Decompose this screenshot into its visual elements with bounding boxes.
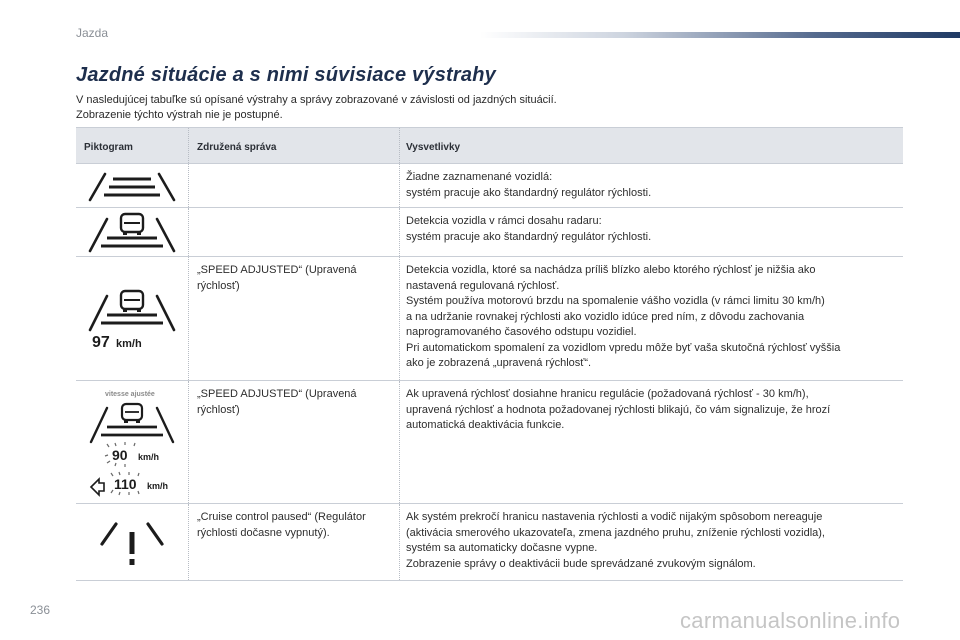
message-line: rýchlosti dočasne vypnutý). bbox=[197, 526, 330, 539]
message-line: „SPEED ADJUSTED“ (Upravená bbox=[197, 264, 357, 276]
intro-line: Zobrazenie týchto výstrah nie je postupné. bbox=[76, 109, 283, 121]
lane-lines-icon bbox=[87, 170, 177, 202]
icon-speed-unit: km/h bbox=[147, 481, 169, 491]
icon-speed-value: 90 bbox=[112, 447, 128, 463]
explanation-line: Systém používa motorovú brzdu na spomalenie vášho vozidla (v rámci limitu 30 km/h) bbox=[406, 295, 825, 307]
speed-limit-blinking-icon bbox=[85, 386, 179, 498]
message-cell bbox=[189, 381, 400, 503]
section-label: Jazda bbox=[76, 26, 109, 40]
table-row bbox=[76, 257, 903, 381]
icon-speed-unit: km/h bbox=[138, 452, 160, 462]
icon-speed-value: 97 bbox=[92, 333, 110, 351]
header-pictogram: Piktogram bbox=[76, 128, 189, 163]
explanation-line: Detekcia vozidla, ktoré sa nachádza príliš blízko alebo ktorého rýchlosť je nižšia ako bbox=[406, 264, 816, 276]
explanation-line: systém sa automaticky dočasne vypne. bbox=[406, 542, 598, 554]
message-line: rýchlosť) bbox=[197, 403, 240, 416]
table-row bbox=[76, 208, 903, 257]
explanation-cell bbox=[400, 208, 903, 256]
explanation-line: Ak systém prekročí hranicu nastavenia rýchlosti a vodič nijakým spôsobom nereaguje bbox=[406, 511, 823, 523]
explanation-cell bbox=[400, 164, 903, 207]
icon-speed-value: 110 bbox=[114, 476, 137, 492]
message-cell bbox=[189, 164, 400, 207]
message-cell bbox=[189, 504, 400, 580]
explanation-line: systém pracuje ako štandardný regulátor rýchlosti. bbox=[406, 186, 652, 199]
explanation-cell bbox=[400, 257, 903, 380]
explanation-line: Žiadne zaznamenané vozidlá: bbox=[406, 171, 553, 183]
explanation-line: Ak upravená rýchlosť dosiahne hranicu regulácie (požadovaná rýchlosť - 30 km/h), bbox=[406, 388, 809, 400]
icon-speed-unit: km/h bbox=[116, 337, 142, 350]
message-cell bbox=[189, 257, 400, 380]
pictogram-cell bbox=[76, 208, 189, 256]
explanation-line: systém pracuje ako štandardný regulátor rýchlosti. bbox=[406, 230, 652, 243]
cruise-paused-warning-icon bbox=[92, 514, 172, 570]
message-line: „SPEED ADJUSTED“ (Upravená bbox=[197, 388, 357, 400]
header-explanation: Vysvetlivky bbox=[406, 142, 461, 153]
pictogram-cell bbox=[76, 381, 189, 503]
pictogram-cell bbox=[76, 257, 189, 380]
vehicle-speed-adjusted-icon bbox=[86, 286, 178, 352]
intro-text bbox=[76, 93, 896, 123]
table-header bbox=[76, 128, 903, 164]
explanation-cell bbox=[400, 504, 903, 580]
explanation-line: Zobrazenie správy o deaktivácii bude sprevádzané zvukovým signálom. bbox=[406, 557, 756, 570]
message-cell bbox=[189, 208, 400, 256]
explanation-line: (aktivácia smerového ukazovateľa, zmena jazdného pruhu, zníženie rýchlosti vozidla), bbox=[406, 526, 825, 539]
explanation-line: a na udržanie rovnakej rýchlosti ako vozidlo idúce pred ním, z dôvodu zachovania bbox=[406, 310, 805, 323]
pictogram-cell bbox=[76, 504, 189, 580]
page-number: 236 bbox=[30, 603, 51, 617]
watermark: carmanualsonline.info bbox=[680, 608, 901, 633]
table-row bbox=[76, 381, 903, 504]
explanation-line: nastavená regulovaná rýchlosť. bbox=[406, 279, 560, 292]
message-line: „Cruise control paused“ (Regulátor bbox=[197, 511, 366, 523]
header-bar bbox=[480, 32, 960, 38]
vehicle-detected-icon bbox=[87, 211, 177, 253]
explanation-line: Pri automatickom spomalení za vozidlom vpredu môže byť vaša skutočná rýchlosť vyššia bbox=[406, 341, 841, 354]
explanation-line: upravená rýchlosť a hodnota požadovanej rýchlosti blikajú, čo vám signalizuje, že hrozí bbox=[406, 403, 831, 416]
table-row bbox=[76, 164, 903, 208]
explanation-line: ako je zobrazená „upravená rýchlosť“. bbox=[406, 357, 592, 369]
explanation-line: naprogramovaného časového odstupu vozidiel. bbox=[406, 326, 637, 338]
intro-line: V nasledujúcej tabuľke sú opísané výstrahy a správy zobrazované v závislosti od jazdných situácií. bbox=[76, 94, 557, 106]
message-line: rýchlosť) bbox=[197, 279, 240, 292]
pictogram-cell bbox=[76, 164, 189, 207]
header-message: Združená správa bbox=[189, 128, 400, 163]
explanation-line: Detekcia vozidla v rámci dosahu radaru: bbox=[406, 215, 602, 227]
explanation-line: automatická deaktivácia funkcie. bbox=[406, 419, 565, 431]
icon-caption: vitesse ajustée bbox=[105, 391, 155, 398]
warnings-table bbox=[76, 127, 903, 581]
table-row bbox=[76, 504, 903, 581]
explanation-cell bbox=[400, 381, 903, 503]
page-title: Jazdné situácie a s nimi súvisiace výstrahy bbox=[76, 64, 496, 86]
